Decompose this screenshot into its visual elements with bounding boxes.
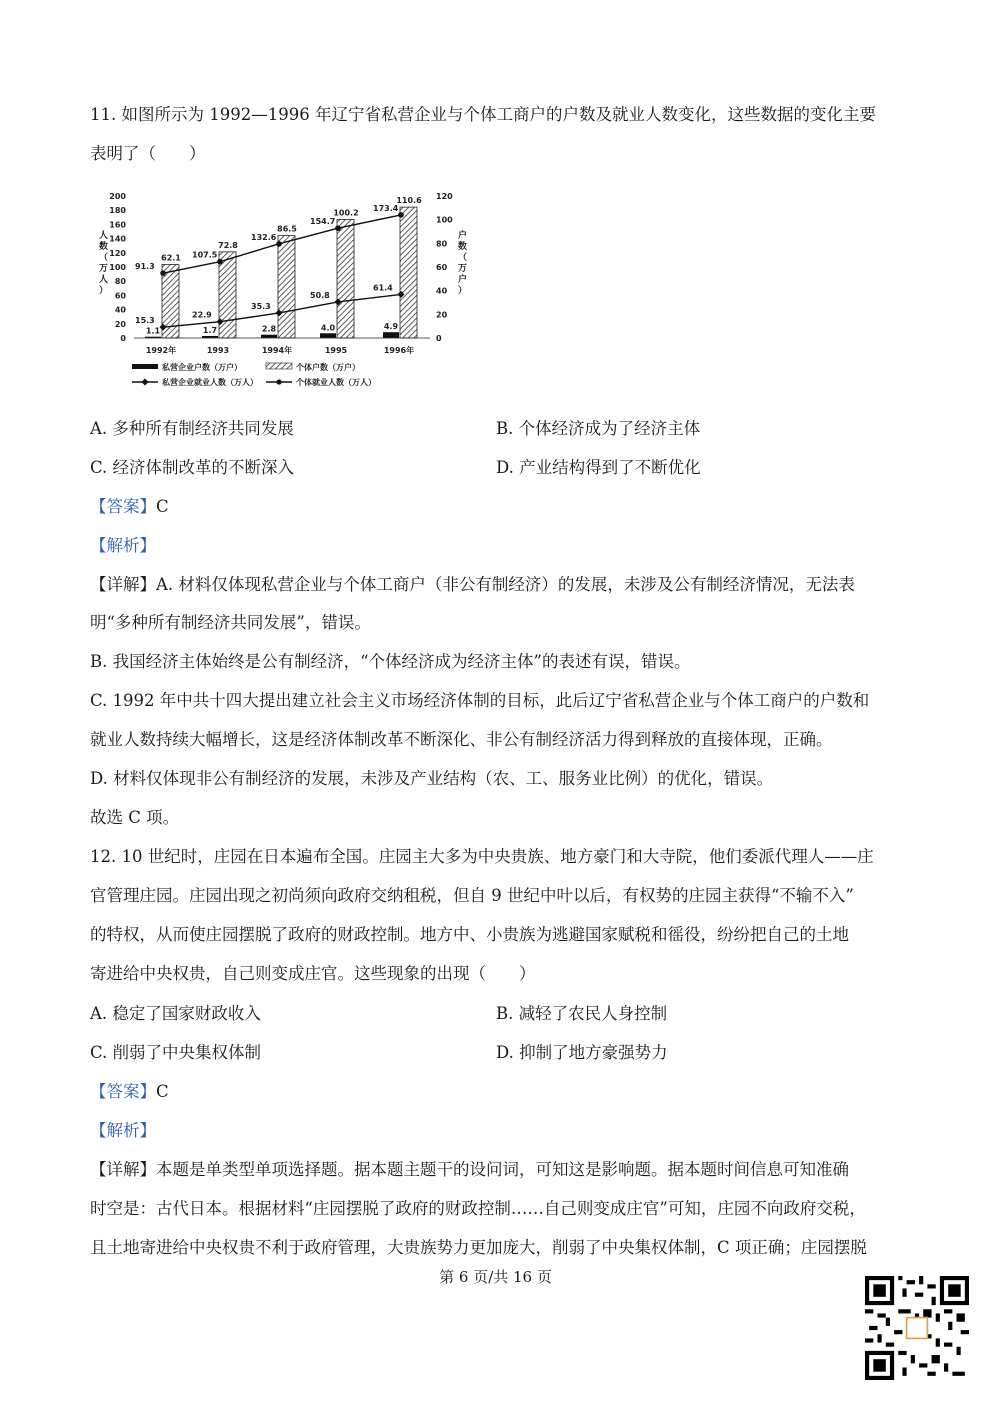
left-axis-ticks xyxy=(109,192,126,343)
left-tick-label: 160 xyxy=(109,220,126,230)
individual-employment-point xyxy=(160,270,166,276)
private-employment-label: 15.3 xyxy=(135,316,155,326)
q12-option-b[interactable]: B. 减轻了农民人身控制 xyxy=(496,1004,668,1023)
q11-detail-line-0 xyxy=(90,574,855,596)
individual-employment-point xyxy=(398,212,404,218)
q11-answer xyxy=(90,496,169,518)
q12-option-a[interactable]: A. 稳定了国家财政收入 xyxy=(90,1004,261,1023)
x-tick-label: 1994年 xyxy=(261,346,293,355)
legend-private-employment-marker xyxy=(142,379,149,386)
left-tick-label: 140 xyxy=(109,234,126,244)
individual-employment-label: 173.4 xyxy=(373,203,399,213)
x-tick-label: 1992年 xyxy=(145,346,177,355)
answer-value: C xyxy=(156,497,169,516)
legend-individual-employment-marker xyxy=(276,379,281,384)
private-households-label: 4.9 xyxy=(383,322,399,332)
individual-employment-point xyxy=(276,241,282,247)
x-tick-label: 1996年 xyxy=(383,346,415,355)
q11-stem-line2: 表明了（ ） xyxy=(90,144,206,163)
individual-households-bar xyxy=(400,207,417,338)
left-tick-label: 180 xyxy=(109,206,126,216)
answer-tag: 【答案】 xyxy=(90,497,156,516)
individual-households-label: 72.8 xyxy=(218,240,238,250)
private-households-bar xyxy=(261,335,277,338)
legend-private-households: 私营企业户数（万户） xyxy=(162,363,242,372)
q12-analysis-tag: 【解析】 xyxy=(90,1121,156,1140)
q11-detail-line-5: D. 材料仅体现非公有制经济的发展，未涉及产业结构（农、工、服务业比例）的优化，错误。 xyxy=(90,769,774,788)
detail-tag: 【详解】 xyxy=(90,1160,156,1179)
private-employment-label: 35.3 xyxy=(251,301,271,311)
right-tick-label: 120 xyxy=(436,192,453,201)
individual-households-bar xyxy=(219,252,236,338)
q11-detail-line-2: B. 我国经济主体始终是公有制经济，“个体经济成为经济主体”的表述有误，错误。 xyxy=(90,652,691,671)
private-employment-label: 22.9 xyxy=(192,310,212,320)
page-number: 第 6 页/共 16 页 xyxy=(439,1268,552,1286)
q12-stem-line-1: 官管理庄园。庄园出现之初尚须向政府交纳租税，但自 9 世纪中叶以后，有权势的庄园主获得“不输不入” xyxy=(90,886,854,905)
q12-detail-line-1: 时空是：古代日本。根据材料“庄园摆脱了政府的财政控制……自己则变成庄官”可知，庄园不向政府交税， xyxy=(90,1199,866,1218)
q11-chart xyxy=(90,186,470,396)
private-households-label: 1.7 xyxy=(202,325,218,335)
q11-detail-line-1: 明“多种所有制经济共同发展”，错误。 xyxy=(90,613,371,632)
q11-detail-line-3: C. 1992 年中共十四大提出建立社会主义市场经济体制的目标，此后辽宁省私营企业与个体工商户的户数和 xyxy=(90,691,870,710)
left-tick-label: 200 xyxy=(109,192,126,201)
q12-stem-line-0: 12. 10 世纪时，庄园在日本遍布全国。庄园主大多为中央贵族、地方豪门和大寺院，他们委派代理人——庄 xyxy=(90,847,874,866)
q12-detail-line-0 xyxy=(90,1159,849,1181)
individual-employment-label: 91.3 xyxy=(135,262,155,272)
private-households-label: 4.0 xyxy=(320,323,336,333)
individual-households-bar xyxy=(278,236,295,338)
q11-option-a[interactable]: A. 多种所有制经济共同发展 xyxy=(90,419,294,438)
q12-option-c[interactable]: C. 削弱了中央集权体制 xyxy=(90,1043,262,1062)
legend-private-households-swatch xyxy=(132,364,158,369)
left-axis-label: 人数（万人） xyxy=(99,231,109,296)
private-households-label: 1.1 xyxy=(145,326,161,336)
q12-stem-line-2: 的特权，从而使庄园摆脱了政府的财政控制。地方中、小贵族为逃避国家赋税和徭役，纷纷把自己的土地 xyxy=(90,925,849,944)
detail-text: 本题是单类型单项选择题。据本题主题干的设问词，可知这是影响题。据本题时间信息可知准确 xyxy=(156,1160,849,1179)
q11-analysis-tag: 【解析】 xyxy=(90,536,156,555)
right-tick-label: 80 xyxy=(436,239,448,249)
right-tick-label: 20 xyxy=(436,310,448,320)
individual-employment-point xyxy=(335,225,341,231)
individual-households-label: 100.2 xyxy=(333,208,359,218)
individual-employment-label: 154.7 xyxy=(310,217,336,227)
left-tick-label: 80 xyxy=(114,277,126,287)
individual-households-bar xyxy=(337,219,354,338)
private-employment-label: 50.8 xyxy=(310,290,330,300)
left-tick-label: 0 xyxy=(120,334,126,343)
answer-tag: 【答案】 xyxy=(90,1082,156,1101)
left-tick-label: 40 xyxy=(114,305,126,315)
x-tick-label: 1995 xyxy=(324,346,348,355)
individual-employment-label: 107.5 xyxy=(192,250,218,260)
private-households-bar xyxy=(383,332,399,338)
individual-households-label: 110.6 xyxy=(396,196,422,206)
private-households-label: 2.8 xyxy=(261,324,277,334)
right-tick-label: 100 xyxy=(436,215,453,225)
q11-stem-line1: 11. 如图所示为 1992—1996 年辽宁省私营企业与个体工商户的户数及就业人数变化，这些数据的变化主要 xyxy=(90,105,876,124)
answer-value: C xyxy=(156,1082,169,1101)
left-tick-label: 20 xyxy=(114,319,126,329)
q12-answer xyxy=(90,1081,169,1103)
q11-option-c[interactable]: C. 经济体制改革的不断深入 xyxy=(90,458,295,477)
right-tick-label: 60 xyxy=(436,263,448,272)
individual-households-label: 62.1 xyxy=(161,253,181,263)
q11-option-d[interactable]: D. 产业结构得到了不断优化 xyxy=(496,458,701,477)
q11-detail-line-4: 就业人数持续大幅增长，这是经济体制改革不断深化、非公有制经济活力得到释放的直接体现，正确。 xyxy=(90,730,833,749)
q12-option-d[interactable]: D. 抑制了地方豪强势力 xyxy=(496,1043,668,1062)
private-households-bar xyxy=(320,333,336,338)
detail-text: A. 材料仅体现私营企业与个体工商户（非公有制经济）的发展，未涉及公有制经济情况，无法表 xyxy=(156,575,855,594)
left-tick-label: 120 xyxy=(109,248,126,258)
individual-households-label: 86.5 xyxy=(277,224,297,234)
x-tick-label: 1993 xyxy=(206,346,230,355)
right-tick-label: 40 xyxy=(436,286,448,296)
left-tick-label: 100 xyxy=(109,263,126,272)
legend-private-employment: 私营企业就业人数（万人） xyxy=(162,378,258,387)
left-tick-label: 60 xyxy=(114,291,126,301)
legend-individual-employment: 个体就业人数（万人） xyxy=(296,378,376,387)
q12-detail-line-2: 且土地寄进给中央权贵不利于政府管理，大贵族势力更加庞大，削弱了中央集权体制，C 项正确；庄园摆脱 xyxy=(90,1238,867,1257)
right-axis-ticks xyxy=(436,192,453,343)
legend-individual-households: 个体户数（万户） xyxy=(296,363,360,372)
q12-stem-line-3: 寄进给中央权贵，自己则变成庄官。这些现象的出现（ ） xyxy=(90,964,536,983)
private-employment-label: 61.4 xyxy=(373,283,393,293)
individual-employment-label: 132.6 xyxy=(251,232,277,242)
right-axis-label: 户数（万户） xyxy=(458,231,468,296)
q11-detail-line-6: 故选 C 项。 xyxy=(90,808,180,827)
right-tick-label: 0 xyxy=(436,334,442,343)
detail-tag: 【详解】 xyxy=(90,575,156,594)
qr-code-icon xyxy=(865,1276,969,1380)
q11-option-b[interactable]: B. 个体经济成为了经济主体 xyxy=(496,419,701,438)
individual-employment-point xyxy=(217,259,223,265)
legend-individual-households-swatch xyxy=(266,363,292,369)
